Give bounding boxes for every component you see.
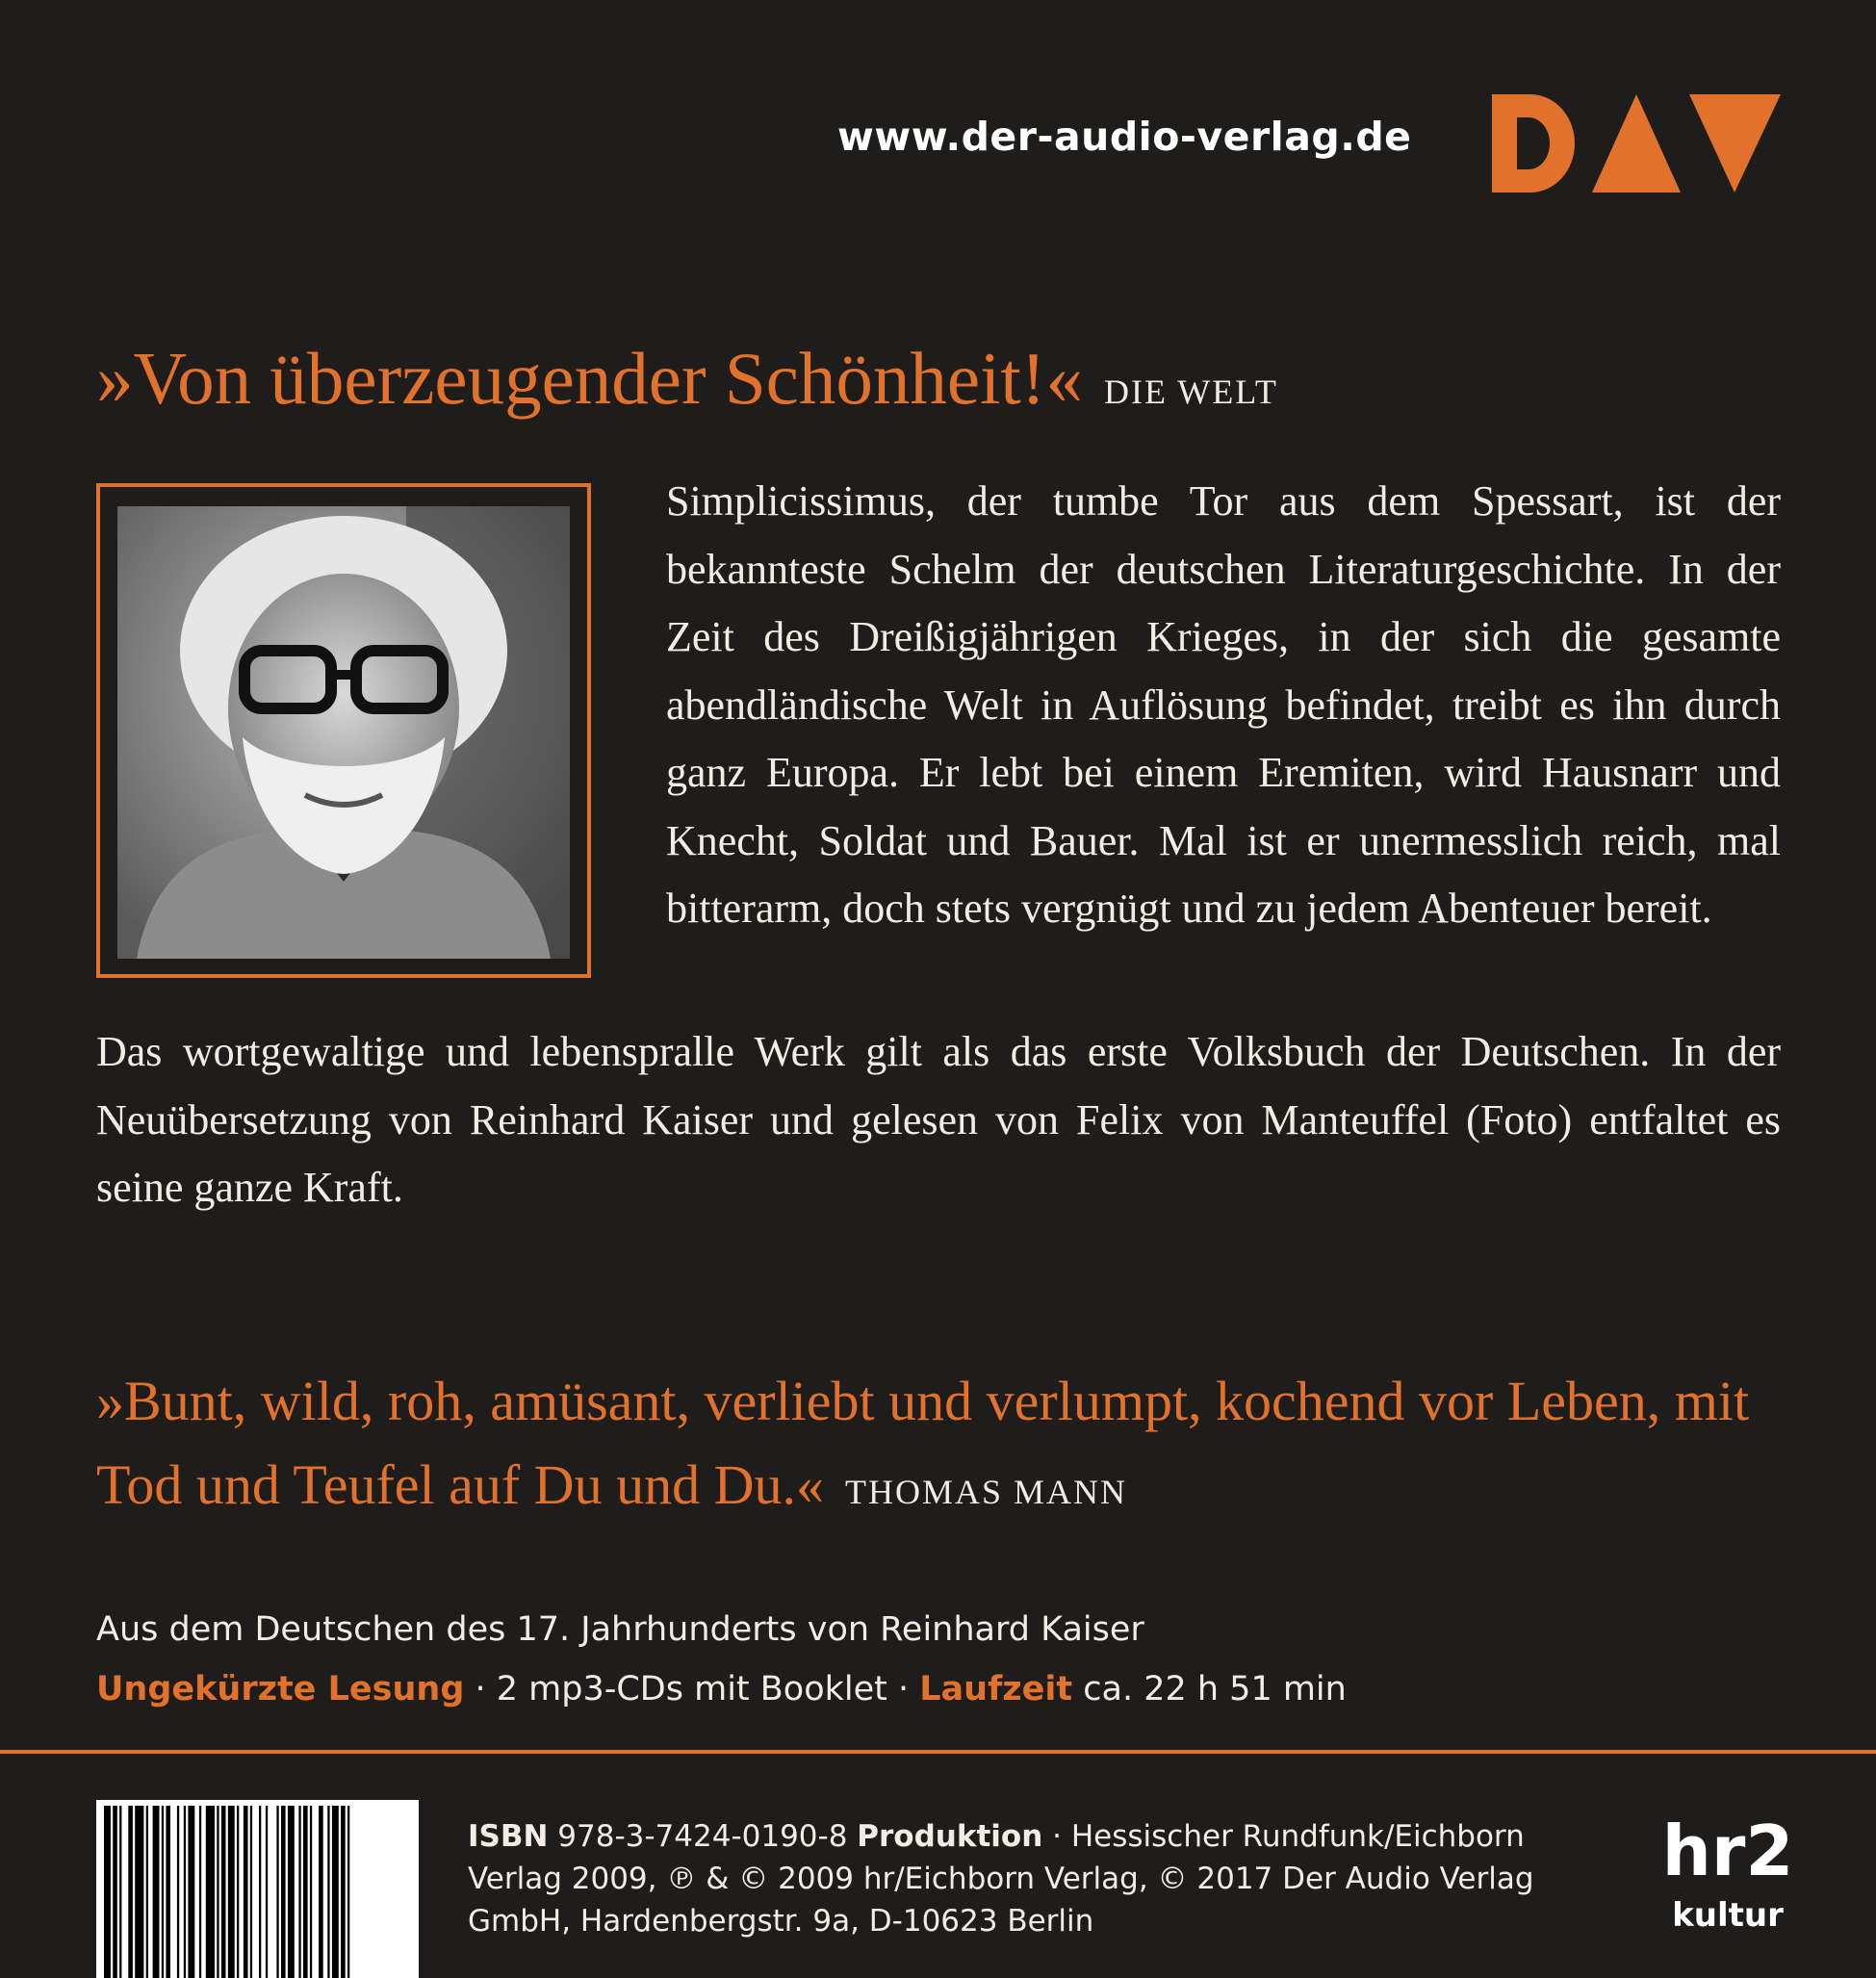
isbn-production-info	[468, 1815, 1604, 1942]
description-paragraph-2: Das wortgewaltige und lebenspralle Werk gilt als das erste Volksbuch der Deutschen. In der Neuübersetzung von Reinhard Kaiser und gelesen von Felix von Manteuffel (Foto) entfaltet es seine ganze Kraft.	[96, 1028, 1781, 1211]
edition-info	[96, 1670, 1347, 1708]
barcode-icon	[96, 1800, 419, 1978]
translation-credit: Aus dem Deutschen des 17. Jahrhunderts von Reinhard Kaiser	[96, 1610, 1144, 1649]
hr2-logo-icon	[1665, 1800, 1790, 1896]
runtime-text: ca. 22 h 51 min	[1072, 1670, 1347, 1708]
hr2-text: hr2	[1665, 1811, 1790, 1891]
hr2-kultur-logo	[1665, 1800, 1790, 1944]
portrait-photo-icon	[117, 506, 570, 959]
review-quote-mann	[96, 1359, 1790, 1533]
runtime-label: Laufzeit	[919, 1670, 1073, 1708]
quote-source: THOMAS MANN	[844, 1473, 1127, 1511]
dav-logo-icon	[1492, 94, 1781, 193]
format-text: · 2 mp3-CDs mit Booklet ·	[464, 1670, 920, 1708]
isbn-label: ISBN	[468, 1819, 549, 1854]
unabridged-label: Ungekürzte Lesung	[96, 1670, 465, 1708]
isbn-number: 978-3-7424-0190-8	[548, 1819, 858, 1854]
production-text: · Hessischer Rundfunk/Eichborn Verlag 2009, ℗ & © 2009 hr/Eichborn Verlag, © 2017 Der Audio Verlag GmbH, Hardenbergstr. 9a, D-10623 Berlin	[468, 1819, 1534, 1939]
quote-source: DIE WELT	[1103, 372, 1278, 411]
quote-text: »Bunt, wild, roh, amüsant, verliebt und verlumpt, kochend vor Leben, mit Tod und Teufel auf Du und Du.«	[96, 1370, 1750, 1516]
barcode	[96, 1800, 419, 1978]
quote-text: »Von überzeugender Schönheit!«	[96, 337, 1083, 420]
description-paragraph-1: Simplicissimus, der tumbe Tor aus dem Spessart, ist der bekannteste Schelm der deutschen Literaturgeschichte. In der Zeit des Dreißigjährigen Krieges, in der sich die gesamte abendländische Welt in Auflösung befindet, treibt es ihn durch ganz Europa. Er lebt bei einem Eremiten, wird Hausnarr und Knecht, Soldat und Bauer. Mal ist er unermesslich reich, mal bitterarm, doch stets vergnügt und zu jedem Abenteuer bereit.	[666, 477, 1781, 932]
narrator-photo	[117, 506, 570, 959]
kultur-text: kultur	[1672, 1896, 1784, 1935]
publisher-url[interactable]: www.der-audio-verlag.de	[837, 114, 1412, 160]
production-label: Produktion	[857, 1819, 1043, 1854]
review-quote-welt	[96, 335, 1278, 435]
orange-divider	[0, 1750, 1876, 1754]
